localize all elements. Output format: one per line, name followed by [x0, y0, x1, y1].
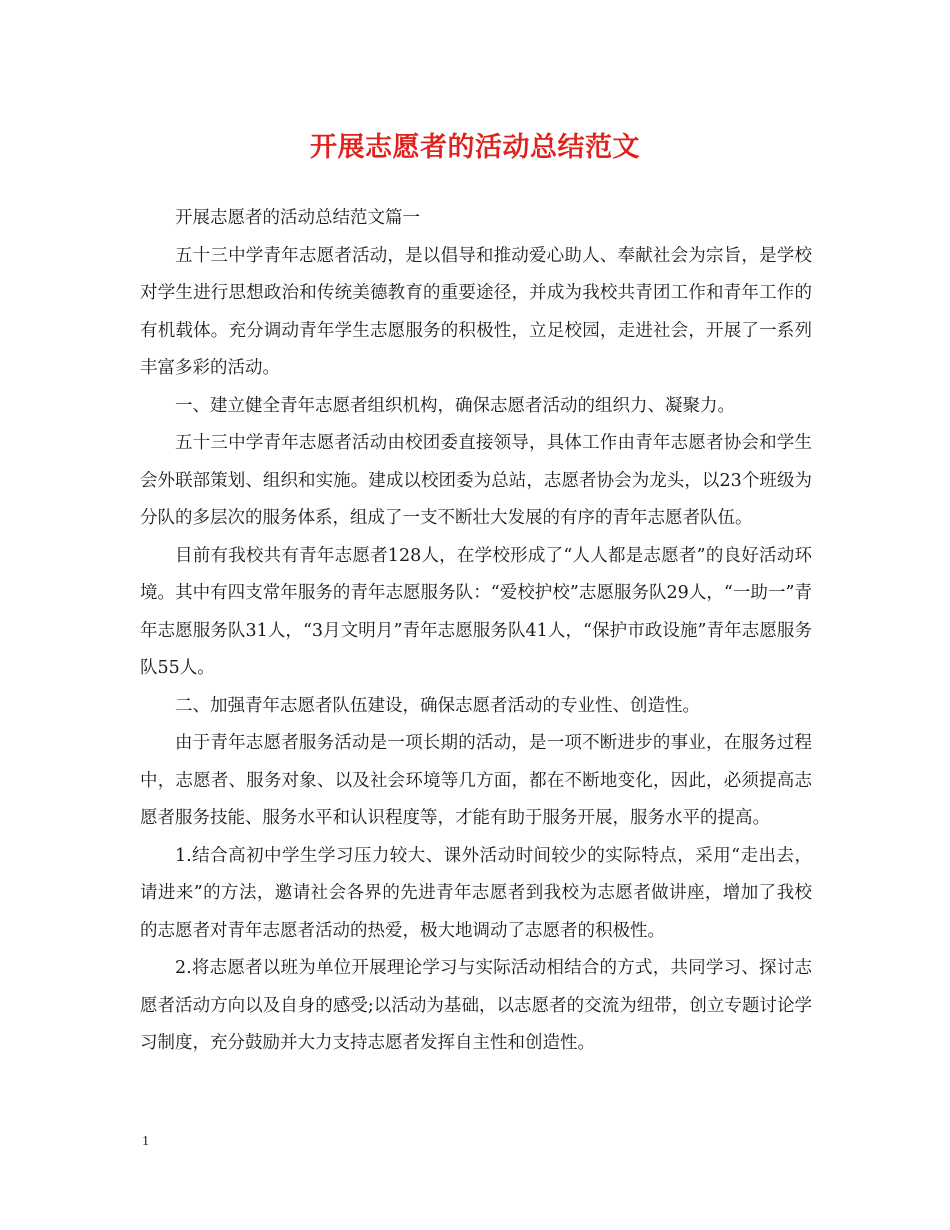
- paragraph: 由于青年志愿者服务活动是一项长期的活动，是一项不断进步的事业，在服务过程中，志愿者、服务对象、以及社会环境等几方面，都在不断地变化，因此，必须提高志愿者服务技能、服务水平和认识程度等，才能有助于服务开展，服务水平的提高。: [140, 733, 812, 828]
- paragraph-heading-one: 一、建立健全青年志愿者组织机构，确保志愿者活动的组织力、凝聚力。: [175, 395, 735, 416]
- paragraph-item-two: 2.将志愿者以班为单位开展理论学习与实际活动相结合的方式，共同学习、探讨志愿者活动方向以及自身的感受;以活动为基础，以志愿者的交流为纽带，创立专题讨论学习制度，充分鼓励并大力支持志愿者发挥自主性和创造性。: [140, 958, 812, 1053]
- document-title: 开展志愿者的活动总结范文: [310, 132, 640, 163]
- paragraph-section-heading: 开展志愿者的活动总结范文篇一: [175, 208, 420, 228]
- paragraph: 目前有我校共有青年志愿者128人，在学校形成了“人人都是志愿者”的良好活动环境。其中有四支常年服务的青年志愿服务队：“爱校护校”志愿服务队29人，“一助一”青年志愿服务队31人，“3月文明月”青年志愿服务队41人，“保护市政设施”青年志愿服务队55人。: [140, 545, 812, 678]
- paragraph: 五十三中学青年志愿者活动由校团委直接领导，具体工作由青年志愿者协会和学生会外联部策划、组织和实施。建成以校团委为总站，志愿者协会为龙头，以23个班级为分队的多层次的服务体系，组成了一支不断壮大发展的有序的青年志愿者队伍。: [140, 433, 812, 528]
- paragraph-item-one: 1.结合高初中学生学习压力较大、课外活动时间较少的实际特点，采用“走出去，请进来”的方法，邀请社会各界的先进青年志愿者到我校为志愿者做讲座，增加了我校的志愿者对青年志愿者活动的热爱，极大地调动了志愿者的积极性。: [140, 845, 812, 941]
- page-number: 1: [142, 1134, 149, 1149]
- document-body: [140, 200, 812, 1063]
- paragraph: 五十三中学青年志愿者活动，是以倡导和推动爱心助人、奉献社会为宗旨，是学校对学生进行思想政治和传统美德教育的重要途径，并成为我校共青团工作和青年工作的有机载体。充分调动青年学生志愿服务的积极性，立足校园，走进社会，开展了一系列丰富多彩的活动。: [140, 245, 812, 378]
- paragraph-heading-two: 二、加强青年志愿者队伍建设，确保志愿者活动的专业性、创造性。: [175, 695, 700, 716]
